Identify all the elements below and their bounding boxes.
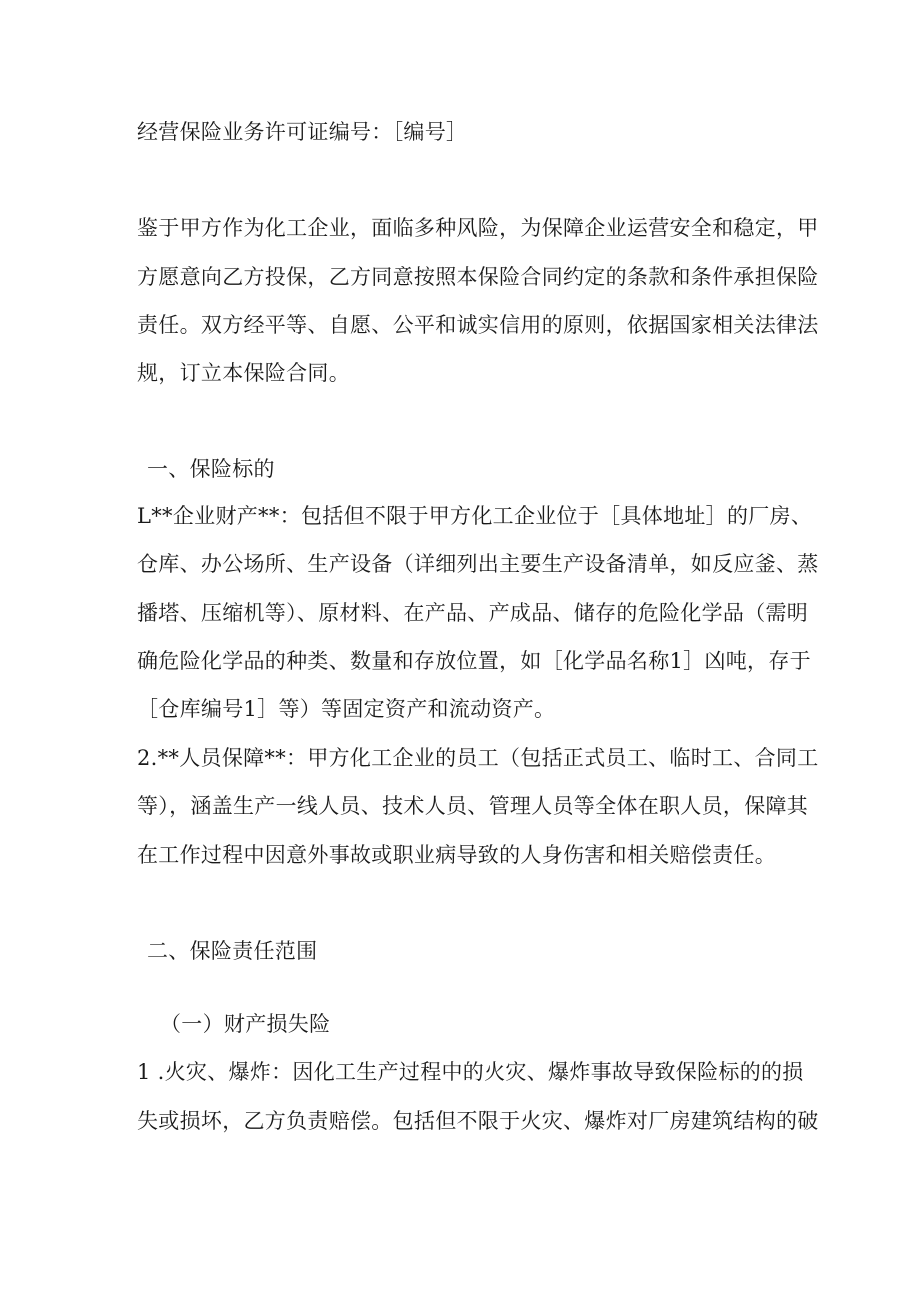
section-1-item-2-line-1: 2.**人员保障**：甲方化工企业的员工（包括正式员工、临时工、合同工 bbox=[137, 746, 819, 770]
section-1-item-1-line-5: ［仓库编号1］等）等固定资产和流动资产。 bbox=[137, 697, 556, 721]
preamble-line-1: 鉴于甲方作为化工企业，面临多种风险，为保障企业运营安全和稳定，甲 bbox=[137, 216, 819, 240]
section-1-item-2-line-3: 在工作过程中因意外事故或职业病导致的人身伤害和相关赔偿责任。 bbox=[137, 843, 776, 867]
section-1-item-2-line-2: 等），涵盖生产一线人员、技术人员、管理人员等全体在职人员，保障其 bbox=[137, 794, 809, 818]
section-2-item-1-line-1: 1 .火灾、爆炸：因化工生产过程中的火灾、爆炸事故导致保险标的的损 bbox=[137, 1060, 804, 1084]
section-2-subtitle: （一）财产损失险 bbox=[160, 1012, 331, 1036]
section-1-title: 一、保险标的 bbox=[147, 457, 275, 481]
section-1-item-1-line-3: 播塔、压缩机等）、原材料、在产品、产成品、储存的危险化学品（需明 bbox=[137, 601, 809, 625]
license-number-line: 经营保险业务许可证编号：［编号］ bbox=[137, 120, 468, 144]
section-2-title: 二、保险责任范围 bbox=[147, 939, 318, 963]
section-1-item-1-line-2: 仓库、办公场所、生产设备（详细列出主要生产设备清单，如反应釜、蒸 bbox=[137, 552, 819, 576]
section-1-item-1-line-4: 确危险化学品的种类、数量和存放位置，如［化学品名称1］凶吨，存于 bbox=[137, 649, 811, 673]
section-1-item-1-line-1: L**企业财产**：包括但不限于甲方化工企业位于［具体地址］的厂房、 bbox=[137, 504, 813, 528]
preamble-line-2: 方愿意向乙方投保，乙方同意按照本保险合同约定的条款和条件承担保险 bbox=[137, 265, 819, 289]
section-2-item-1-line-2: 失或损坏，乙方负责赔偿。包括但不限于火灾、爆炸对厂房建筑结构的破 bbox=[137, 1109, 819, 1133]
preamble-line-3: 责任。双方经平等、自愿、公平和诚实信用的原则，依据国家相关法律法 bbox=[137, 313, 819, 337]
preamble-line-4: 规，订立本保险合同。 bbox=[137, 361, 350, 385]
